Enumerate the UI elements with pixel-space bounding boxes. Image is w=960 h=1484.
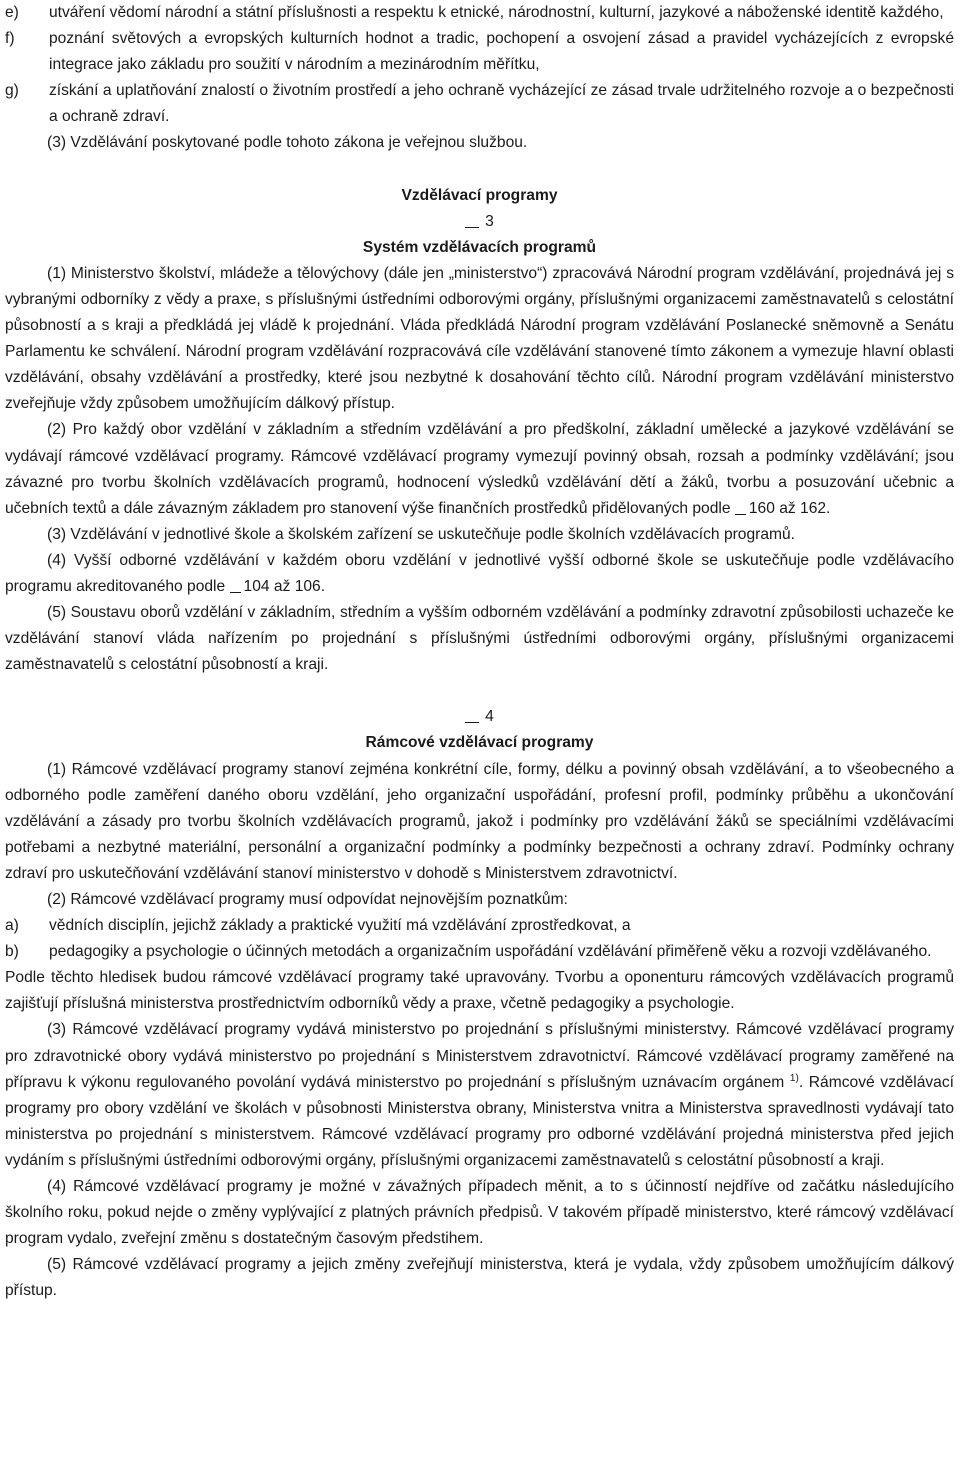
paragraph-3-title: Systém vzdělávacích programů	[362, 238, 597, 256]
paragraph-4-2-continuation: Podle těchto hledisek budou rámcové vzdělávací programy také upravovány. Tvorbu a oponenturu rámcových vzdělávacích programů zajišťují příslušná ministerstva prostřednictvím odborníků vědy a praxe, včetně pedagogiky a psychologie.	[5, 969, 954, 1013]
paragraph-4-number: 4	[5, 704, 954, 730]
paragraph-4-4: (4) Rámcové vzdělávací programy je možné v závažných případech měnit, a to s účinností nejdříve od začátku následujícího školního roku, pokud nejde o změny vyplývající z platných právních předpisů. V takovém případě ministerstvo, které rámcový vzdělávací program vydalo, zveřejní změnu s dostatečným časovým předstihem.	[5, 1178, 954, 1248]
paragraph-4-1: (1) Rámcové vzdělávací programy stanoví zejména konkrétní cíle, formy, délku a povinný obsah vzdělávání, a to všeobecného a odborného podle zaměření daného oboru vzdělání, jeho organizační uspořádání, profesní profil, podmínky průběhu a ukončování vzdělávání a zásady pro tvorbu školních vzdělávacích programů, jakož i podmínky pro vzdělávání žáků se speciálními vzdělávacími potřebami a nezbytné materiální, personální a organizační podmínky a podmínky bezpečnosti a ochrany zdraví. Podmínky ochrany zdraví pro uskutečňování vzdělávání stanoví ministerstvo v dohodě s Ministerstvem zdravotnictví.	[5, 760, 954, 882]
paragraph-3-number: 3	[5, 209, 954, 235]
list-item-label: b)	[5, 943, 19, 961]
section-sign-icon	[230, 576, 241, 593]
list-item-label: g)	[5, 82, 19, 100]
list-item-a	[5, 913, 954, 939]
list-item-text: získání a uplatňování znalostí o životním prostředí a jeho ochraně vycházející ze zásad trvale udržitelného rozvoje a o bezpečnosti a ochraně zdraví.	[49, 82, 954, 126]
section-sign-icon	[735, 498, 746, 515]
section-sign-icon	[465, 704, 479, 723]
paragraph-3-1: (1) Ministerstvo školství, mládeže a tělovýchovy (dále jen „ministerstvo“) zpracovává Národní program vzdělávání, projednává jej s vybranými odborníky z vědy a praxe, s příslušnými ústředními odborovými orgány, příslušnými organizacemi zaměstnavatelů s celostátní působností a s kraji a předkládá jej vládě k projednání. Vláda předkládá Národní program vzdělávání Poslanecké sněmovně a Senátu Parlamentu ke schválení. Národní program vzdělávání rozpracovává cíle vzdělávání stanovené tímto zákonem a vymezuje hlavní oblasti vzdělávání, obsahy vzdělávání a prostředky, které jsou nezbytné k dosahování těchto cílů. Národní program vzdělávání ministerstvo zveřejňuje vždy způsobem umožňujícím dálkový přístup.	[5, 264, 954, 413]
paragraph-3-5: (5) Soustavu oborů vzdělání v základním, středním a vyšším odborném vzdělávání a podmínky zdravotní způsobilosti uchazeče ke vzdělávání stanoví vláda nařízením po projednání s příslušnými ústředními odborovými orgány, příslušnými organizacemi zaměstnavatelů s celostátní působností a kraji.	[5, 604, 954, 674]
list-item-e	[5, 0, 954, 26]
paragraph-3-4: (4) Vyšší odborné vzdělávání v každém oboru vzdělání v jednotlivé vyšší odborné škole se uskutečňuje podle vzdělávacího programu akreditovaného podle 104 až 106.	[5, 551, 954, 595]
paragraph-4-title: Rámcové vzdělávací programy	[365, 734, 594, 752]
list-item-text: vědních disciplín, jejichž základy a praktické využití má vzdělávání zprostředkovat, a	[49, 917, 631, 935]
paragraph-4-3: (3) Rámcové vzdělávací programy vydává ministerstvo po projednání s příslušnými ministerstvy. Rámcové vzdělávací programy pro zdravotnické obory vydává ministerstvo po projednání s Ministerstvem zdravotnictví. Rámcové vzdělávací programy zaměřené na přípravu k výkonu regulovaného povolání vydává ministerstvo po projednání s příslušným uznávacím orgánem $^{1)}$. Rámcové vzdělávací programy pro obory vzdělání ve školách v působnosti Ministerstva obrany, Ministerstva vnitra a Ministerstva spravedlnosti vydávají tato ministerstva po projednání s ministerstvem. Rámcové vzdělávací programy pro odborné vzdělávání projedná ministerstva před jejich vydáním s příslušnými ústředními odborovými orgány, příslušnými organizacemi zaměstnavatelů s celostátní působností a kraji.	[5, 1021, 954, 1169]
list-item-label: e)	[5, 4, 19, 21]
section-sign-icon	[465, 209, 479, 228]
paragraph-4-5: (5) Rámcové vzdělávací programy a jejich změny zveřejňují ministerstva, která je vydala, vždy způsobem umožňujícím dálkový přístup.	[5, 1256, 954, 1300]
footnote-ref[interactable]: 1)	[789, 1072, 799, 1084]
list-item-label: a)	[5, 917, 19, 935]
section-title: Vzdělávací programy	[401, 186, 558, 204]
list-item-text: utváření vědomí národní a státní příslušnosti a respektu k etnické, národnostní, kulturní, jazykové a náboženské identitě každého,	[49, 4, 944, 21]
list-item-b	[5, 939, 954, 965]
list-item-f	[5, 26, 954, 78]
paragraph-2-3: (3) Vzdělávání poskytované podle tohoto zákona je veřejnou službou.	[47, 134, 528, 152]
list-item-text: pedagogiky a psychologie o účinných metodách a organizačním uspořádání vzdělávání přiměřeně věku a rozvoji vzdělávaného.	[49, 943, 932, 961]
list-item-g	[5, 78, 954, 130]
list-item-label: f)	[5, 30, 15, 48]
paragraph-4-2: (2) Rámcové vzdělávací programy musí odpovídat nejnovějším poznatkům:	[47, 891, 568, 908]
paragraph-3-3: (3) Vzdělávání v jednotlivé škole a školském zařízení se uskutečňuje podle školních vzdělávacích programů.	[47, 525, 796, 543]
paragraph-3-2: (2) Pro každý obor vzdělání v základním a středním vzdělávání a pro předškolní, základní umělecké a jazykové vzdělávání se vydávají rámcové vzdělávací programy. Rámcové vzdělávací programy vymezují povinný obsah, rozsah a podmínky vzdělávání; jsou závazné pro tvorbu školních vzdělávacích programů, hodnocení výsledků vzdělávání dětí a žáků, tvorbu a posuzování učebnic a učebních textů a dále závazným základem pro stanovení výše finančních prostředků přidělovaných podle 160 až 162.	[5, 421, 954, 517]
list-item-text: poznání světových a evropských kulturních hodnot a tradic, pochopení a osvojení zásad a pravidel vycházejících z evropské integrace jako základu pro soužití v národním a mezinárodním měřítku,	[49, 30, 954, 74]
